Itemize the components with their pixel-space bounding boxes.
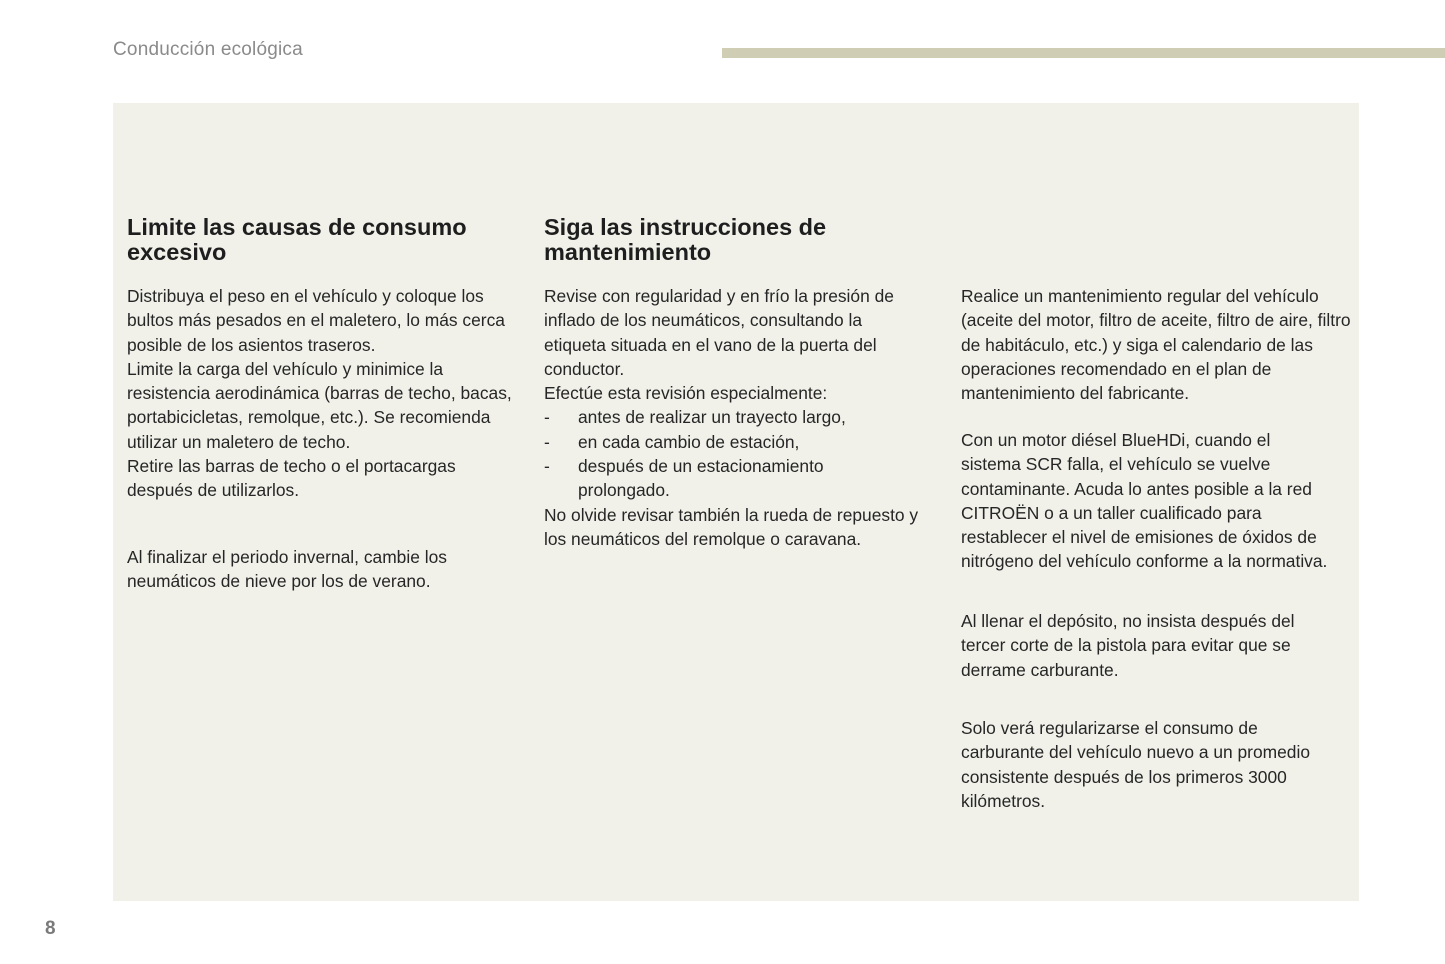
paragraph-weight: Distribuya el peso en el vehículo y coloque los bultos más pesados en el maletero, lo más cerca posible de los asientos traseros.: [127, 286, 505, 355]
section-title: Conducción ecológica: [113, 39, 303, 60]
paragraph-spare-wheel: No olvide revisar también la rueda de repuesto y los neumáticos del remolque o caravana.: [544, 504, 919, 549]
list-item: - antes de realizar un trayecto largo,: [544, 405, 919, 429]
check-list: [544, 405, 919, 502]
maintenance-text-block: [544, 284, 919, 551]
heading-maintenance: Siga las instrucciones de mantenimiento: [544, 214, 827, 265]
bullet-dash: -: [544, 407, 550, 428]
paragraph-tyre-pressure: Revise con regularidad y en frío la presión de inflado de los neumáticos, consultando la etiqueta situada en el vano de la puerta del conductor.: [544, 286, 894, 379]
header-accent-bar: [722, 48, 1445, 58]
content-panel: [113, 103, 1359, 901]
paragraph-roof-bars: Retire las barras de techo o el portacargas después de utilizarlos.: [127, 456, 456, 501]
bullet-dash: -: [544, 431, 550, 452]
bullet-dash: -: [544, 456, 550, 477]
page-number: 8: [45, 918, 56, 939]
paragraph-new-vehicle-consumption: Solo verá regularizarse el consumo de carburante del vehículo nuevo a un promedio consistente después de los primeros 3000 kilómetros.: [961, 718, 1311, 811]
heading-consumption: Limite las causas de consumo excesivo: [127, 214, 467, 265]
paragraph-winter-tyres: Al finalizar el periodo invernal, cambie los neumáticos de nieve por los de verano.: [127, 547, 447, 592]
paragraph-fuel-filling: Al llenar el depósito, no insista después del tercer corte de la pistola para evitar que se derrame carburante.: [961, 611, 1295, 680]
paragraph-bluehdi-scr: Con un motor diésel BlueHDi, cuando el sistema SCR falla, el vehículo se vuelve contaminante. Acuda lo antes posible a la red CITROËN o a un taller cualificado para restablecer el nivel de emisiones de óxidos de nitrógeno del vehículo conforme a la normativa.: [961, 430, 1328, 572]
consumption-text-block: [127, 284, 517, 503]
paragraph-regular-service: Realice un mantenimiento regular del vehículo (aceite del motor, filtro de aceite, filtro de aire, filtro de habitáculo, etc.) y siga el calendario de las operaciones recomendado en el plan de mantenimiento del fabricante.: [961, 286, 1351, 404]
list-item: - en cada cambio de estación,: [544, 430, 919, 454]
paragraph-load: Limite la carga del vehículo y minimice la resistencia aerodinámica (barras de techo, bacas, portabicicletas, remolque, etc.). Se recomienda utilizar un maletero de techo.: [127, 358, 512, 452]
paragraph-check-when: Efectúe esta revisión especialmente:: [544, 383, 828, 404]
list-item: - después de un estacionamiento prolongado.: [544, 456, 824, 501]
